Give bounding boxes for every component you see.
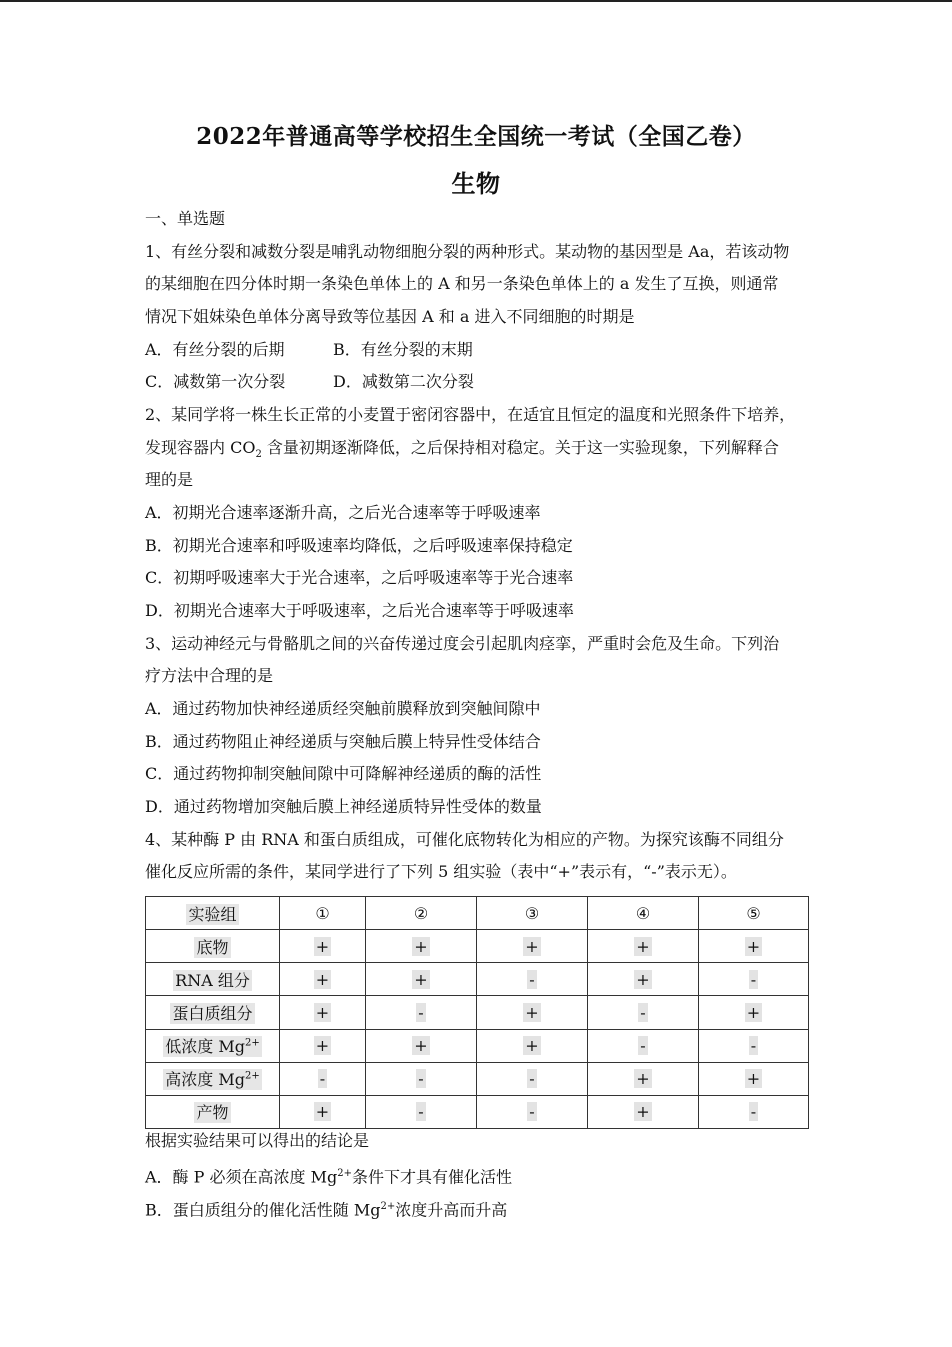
q3-option-d: D．通过药物增加突触后膜上神经递质特异性受体的数量 [145,797,542,816]
table-cell: - [366,996,477,1029]
q1-option-c: C．减数第一次分裂 [145,372,286,391]
table-cell: + [280,930,366,963]
table-row [146,1062,809,1095]
table-cell: + [366,963,477,996]
table-cell: - [366,1095,477,1128]
table-row [146,1095,809,1128]
table-cell: + [588,1062,699,1095]
table-cell: - [699,963,809,996]
table-header-group: ③ [477,897,588,930]
table-cell: + [280,1029,366,1062]
table-row-label: 低浓度 $Mg^{2+}$ [146,1029,280,1062]
q3-stem-line-2: 疗方法中合理的是 [145,666,274,685]
table-cell: + [588,1095,699,1128]
table-cell: + [366,930,477,963]
section-heading: 一、单选题 [145,209,226,228]
q4-option-b: B．蛋白质组分的催化活性随 $Mg^{2+}$浓度升高而升高 [145,1200,508,1220]
subject-title: 生物 [451,169,501,198]
table-header-group: ④ [588,897,699,930]
table-row-label: 产物 [146,1095,280,1128]
q2-co2-subscript: 2 [255,449,262,461]
table-row-label: RNA 组分 [146,963,280,996]
table-header-group: ① [280,897,366,930]
table-cell: - [477,963,588,996]
table-cell: + [477,996,588,1029]
q4-stem-line-2: 催化反应所需的条件，某同学进行了下列 5 组实验（表中“+”表示有，“-”表示无）。 [145,862,737,881]
table-cell: - [477,1062,588,1095]
table-header-group: ② [366,897,477,930]
table-header-row [146,897,809,930]
exam-title: 2022年普通高等学校招生全国统一考试（全国乙卷） [196,123,756,150]
table-cell: - [588,1029,699,1062]
experiment-table [145,896,809,1129]
table-cell: + [366,1029,477,1062]
q2-option-b: B．初期光合速率和呼吸速率均降低，之后呼吸速率保持稳定 [145,536,573,555]
q1-stem-line-1: 1、有丝分裂和减数分裂是哺乳动物细胞分裂的两种形式。某动物的基因型是 Aa，若该动物 [145,242,790,261]
q2-stem-line-3: 理的是 [145,470,194,489]
q4-conclusion-prompt: 根据实验结果可以得出的结论是 [145,1131,370,1150]
q2-stem-line-2 [145,438,779,465]
table-row-label: 蛋白质组分 [146,996,280,1029]
table-cell: + [588,930,699,963]
q1-option-row-1 [145,340,473,360]
q1-option-row-2 [145,372,474,392]
table-cell: - [588,996,699,1029]
table-cell: - [366,1062,477,1095]
table-row [146,1029,809,1062]
table-cell: + [699,996,809,1029]
table-row [146,963,809,996]
q2-option-a: A．初期光合速率逐渐升高，之后光合速率等于呼吸速率 [145,503,541,522]
q2-option-d: D．初期光合速率大于呼吸速率，之后光合速率等于呼吸速率 [145,601,574,620]
table-cell: + [588,963,699,996]
table-row-label: 高浓度 $Mg^{2+}$ [146,1062,280,1095]
q3-option-b: B．通过药物阻止神经递质与突触后膜上特异性受体结合 [145,732,541,751]
table-cell: - [699,1029,809,1062]
q2-stem-line-1: 2、某同学将一株生长正常的小麦置于密闭容器中，在适宜且恒定的温度和光照条件下培养， [145,405,796,424]
q3-stem-line-1: 3、运动神经元与骨骼肌之间的兴奋传递过度会引起肌肉痉挛，严重时会危及生命。下列治 [145,634,780,653]
table-cell: + [280,963,366,996]
table-header-group: ⑤ [699,897,809,930]
table-cell: + [280,996,366,1029]
q2-option-c: C．初期呼吸速率大于光合速率，之后呼吸速率等于光合速率 [145,568,574,587]
table-cell: + [699,930,809,963]
table-row-label: 底物 [146,930,280,963]
table-cell: - [699,1095,809,1128]
q4-option-a: A．酶 P 必须在高浓度 $Mg^{2+}$条件下才具有催化活性 [145,1167,512,1187]
table-row [146,996,809,1029]
q1-option-b: B．有丝分裂的末期 [333,340,473,359]
q1-option-a: A．有丝分裂的后期 [145,340,285,359]
q3-option-c: C．通过药物抑制突触间隙中可降解神经递质的酶的活性 [145,764,542,783]
q1-stem-line-3: 情况下姐妹染色单体分离导致等位基因 A 和 a 进入不同细胞的时期是 [145,307,635,326]
table-header-label: 实验组 [146,897,280,930]
q4-stem-line-1: 4、某种酶 P 由 RNA 和蛋白质组成，可催化底物转化为相应的产物。为探究该酶不同组分 [145,830,784,849]
table-cell: - [280,1062,366,1095]
q2-line2-post: 含量初期逐渐降低，之后保持相对稳定。关于这一实验现象，下列解释合 [261,438,779,457]
q2-line2-pre: 发现容器内 CO [145,438,256,457]
table-cell: - [477,1095,588,1128]
table-cell: + [477,1029,588,1062]
q1-option-d: D．减数第二次分裂 [333,372,474,391]
table-cell: + [699,1062,809,1095]
top-border-line [0,0,952,2]
q3-option-a: A．通过药物加快神经递质经突触前膜释放到突触间隙中 [145,699,541,718]
table-cell: + [477,930,588,963]
q1-stem-line-2: 的某细胞在四分体时期一条染色单体上的 A 和另一条染色单体上的 a 发生了互换，则通常 [145,274,779,293]
table-cell: + [280,1095,366,1128]
table-row [146,930,809,963]
